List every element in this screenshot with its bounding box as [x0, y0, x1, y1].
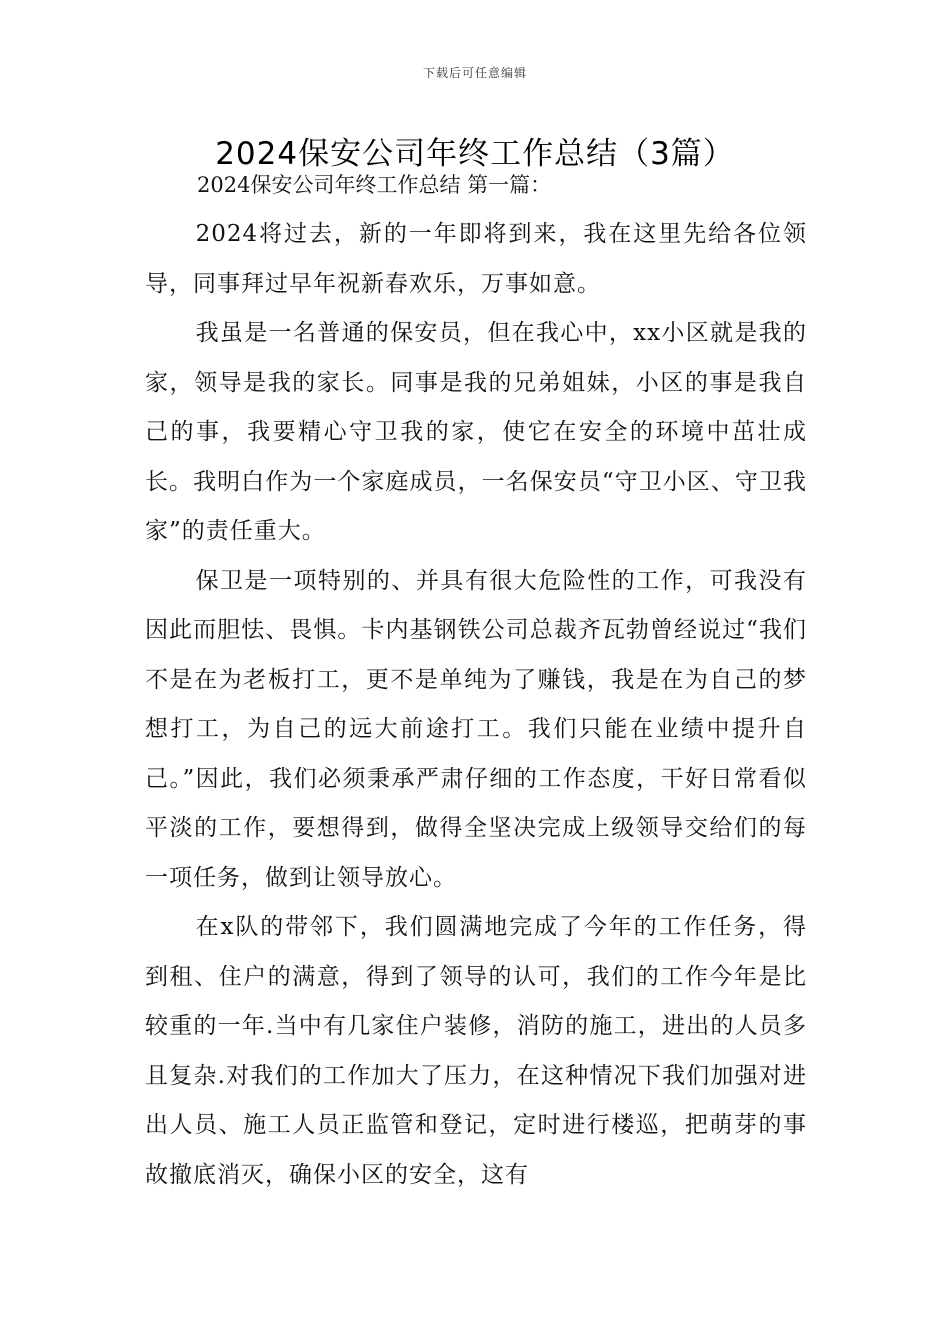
paragraph-1: 2024将过去，新的一年即将到来，我在这里先给各位领导，同事拜过早年祝新春欢乐，万事如意。	[145, 221, 807, 297]
paragraph-2: 我虽是一名普通的保安员，但在我心中，xx小区就是我的家，领导是我的家长。同事是我的兄弟姐妹，小区的事是我自己的事，我要精心守卫我的家，使它在安全的环境中茁壮成长。我明白作为一个家庭成员，一名保安员“守卫小区、守卫我家”的责任重大。	[145, 320, 807, 544]
document-body	[145, 160, 807, 1200]
paragraph-3: 保卫是一项特别的、并具有很大危险性的工作，可我没有因此而胆怯、畏惧。卡内基钢铁公司总裁齐瓦勃曾经说过“我们不是在为老板打工，更不是单纯为了赚钱，我是在为自己的梦想打工，为自己的远大前途打工。我们只能在业绩中提升自己。”因此，我们必须秉承严肃仔细的工作态度，干好日常看似平淡的工作，要想得到，做得全坚决完成上级领导交给们的每一项任务，做到让领导放心。	[145, 567, 807, 891]
document-title: 2024保安公司年终工作总结（3篇）	[215, 136, 735, 172]
paragraph-4: 在x队的带邻下，我们圆满地完成了今年的工作任务，得到租、住户的满意，得到了领导的认可，我们的工作今年是比较重的一年.当中有几家住户装修，消防的施工，进出的人员多且复杂.对我们的工作加大了压力，在这种情况下我们加强对进出人员、施工人员正监管和登记，定时进行楼巡，把萌芽的事故撤底消灭，确保小区的安全，这有	[145, 914, 807, 1188]
document-subtitle: 2024保安公司年终工作总结 第一篇：	[197, 173, 552, 197]
page-header-note: 下载后可任意编辑	[422, 66, 527, 80]
